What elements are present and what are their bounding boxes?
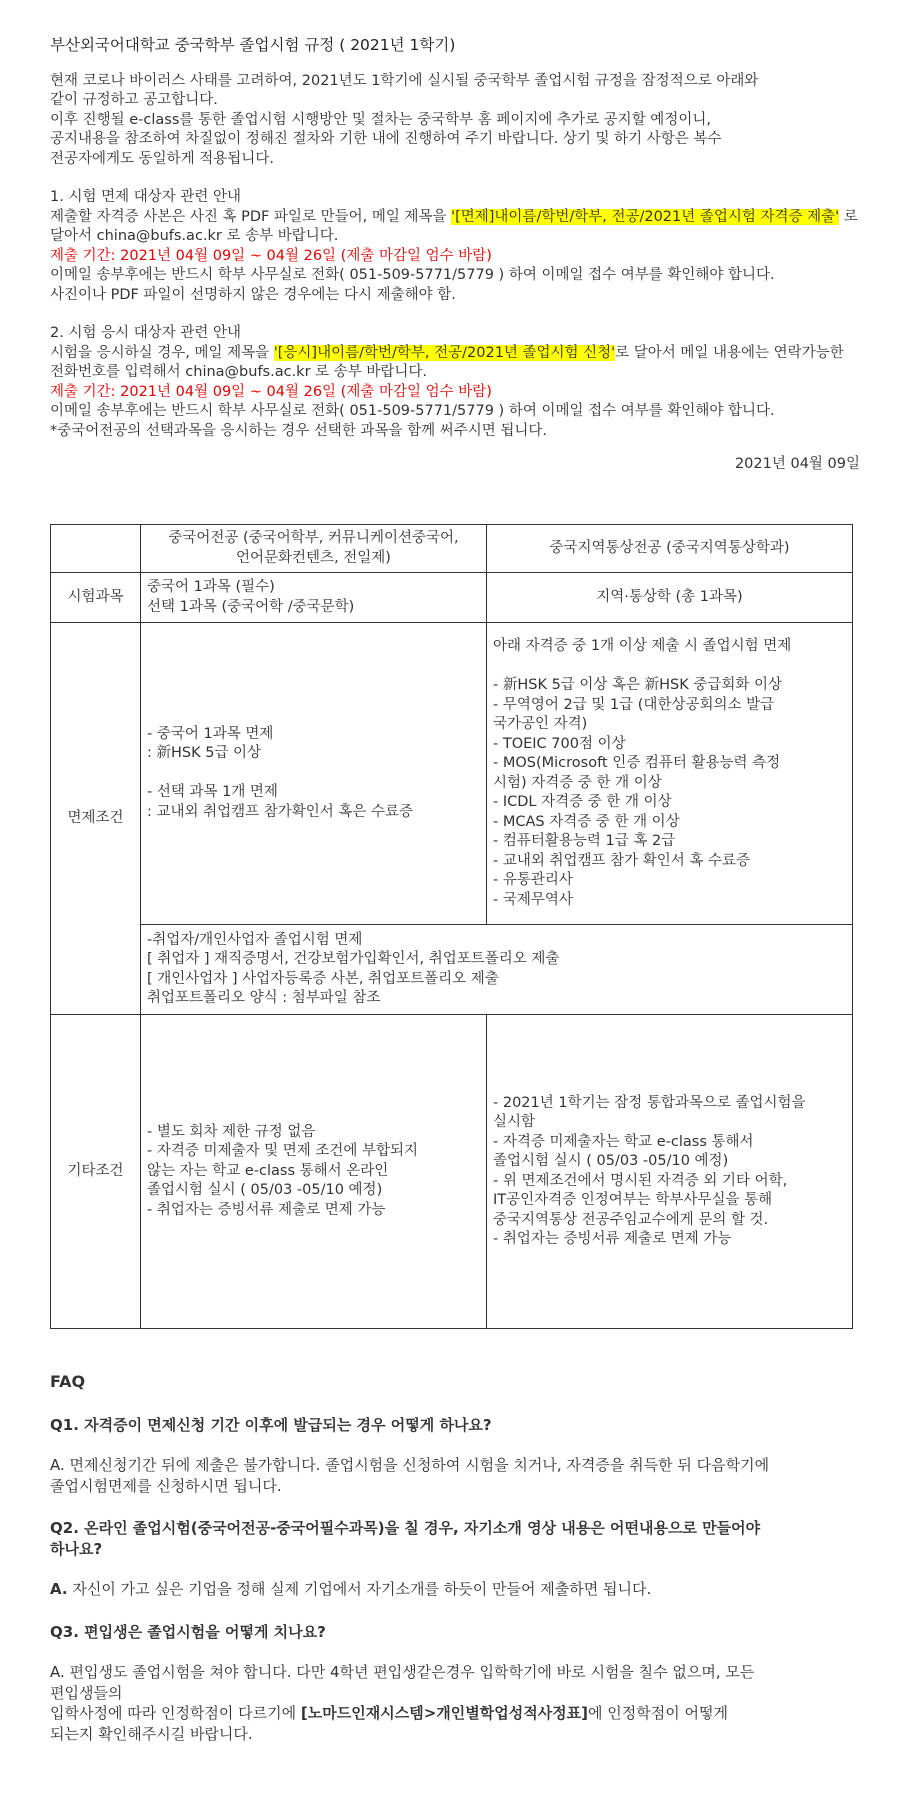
- header-regional-trade-major: 중국지역통상전공 (중국지역통상학과): [487, 525, 853, 573]
- faq-answer-3-part-2: 에 인정학점이 어떻게 되는지 확인해주시길 바랍니다.: [50, 1704, 728, 1743]
- exemption-employed-common: -취업자/개인사업자 졸업시험 면제 [ 취업자 ] 재직증명서, 건강보험가입확인서, 취업포트폴리오 제출 [ 개인사업자 ] 사업자등록증 사본, 취업포트폴리오 제출 취업포트폴리오 양식 : 첨부파일 참조: [141, 925, 853, 1015]
- faq-answer-2-prefix: A.: [50, 1580, 68, 1598]
- section1-note-1: 이메일 송부후에는 반드시 학부 사무실로 전화( 051-509-5771/5779 ) 하여 이메일 접수 여부를 확인해야 합니다.: [50, 267, 775, 283]
- section2-heading: 2. 시험 응시 대상자 관련 안내: [50, 325, 241, 341]
- section1-instruction-post: 로 달아서 china@bufs.ac.kr 로 송부 바랍니다.: [50, 208, 858, 244]
- exam-rules-table: [50, 524, 853, 1329]
- row-label-exemption: 면제조건: [51, 623, 141, 1015]
- exam-subjects-regional: 지역·통상학 (총 1과목): [487, 573, 853, 623]
- section1-subject-highlight: '[면제]내이름/학번/학부, 전공/2021년 졸업시험 자격증 제출': [451, 208, 840, 225]
- intro-paragraph-2: 이후 진행될 e-class를 통한 졸업시험 시행방안 및 절차는 중국학부 홈 페이지에 추가로 공지할 예정이니, 공지내용을 참조하여 차질없이 정해진 절차와 기한 내에 진행하여 주기 바랍니다. 상기 및 하기 사항은 복수 전공자에게도 동일하게 적용됩니다.: [50, 111, 722, 167]
- exemption-chinese: - 중국어 1과목 면제 : 新HSK 5급 이상 - 선택 과목 1개 면제 : 교내외 취업캠프 참가확인서 혹은 수료증: [141, 623, 487, 925]
- other-conditions-regional: - 2021년 1학기는 잠정 통합과목으로 졸업시험을 실시함 - 자격증 미제출자는 학교 e-class 통해서 졸업시험 실시 ( 05/03 -05/10 예정) - 위 면제조건에서 명시된 자격증 외 기타 어학, IT공인자격증 인정여부는 학부사무실을 통해 중국지역통상 전공주임교수에게 문의 할 것. - 취업자는 증빙서류 제출로 면제 가능: [487, 1015, 853, 1329]
- notice-section: [50, 36, 860, 475]
- section2-note-2: *중국어전공의 선택과목을 응시하는 경우 선택한 과목을 함께 써주시면 됩니다.: [50, 422, 547, 439]
- section1-deadline: 제출 기간: 2021년 04월 09일 ~ 04월 26일 (제출 마감일 엄수 바람): [50, 247, 492, 264]
- faq-answer-3: [50, 1662, 860, 1744]
- faq-answer-2: [50, 1579, 860, 1600]
- section2-instruction-post: 로 달아서 메일 내용에는 연락가능한 전화번호를 입력해서 china@bufs.ac.kr 로 송부 바랍니다.: [50, 344, 844, 380]
- section1-heading: 1. 시험 면제 대상자 관련 안내: [50, 189, 241, 205]
- faq-question-1: Q1. 자격증이 면제신청 기간 이후에 발급되는 경우 어떻게 하나요?: [50, 1415, 492, 1434]
- faq-question-3: Q3. 편입생은 졸업시험을 어떻게 치나요?: [50, 1622, 326, 1641]
- faq-answer-1: A. 면제신청기간 뒤에 제출은 불가합니다. 졸업시험을 신청하여 시험을 치거나, 자격증을 취득한 뒤 다음학기에 졸업시험면제를 신청하시면 됩니다.: [50, 1456, 770, 1495]
- faq-title: FAQ: [50, 1372, 86, 1391]
- intro-paragraph-1: 현재 코로나 바이러스 사태를 고려하여, 2021년도 1학기에 실시될 중국학부 졸업시험 규정을 잠정적으로 아래와 같이 규정하고 공고합니다.: [50, 72, 759, 108]
- table-row-exemption-common: [51, 925, 853, 1015]
- row-label-exam-subjects: 시험과목: [51, 573, 141, 623]
- section1-instruction: [50, 208, 860, 247]
- section1-instruction-pre: 제출할 자격증 사본은 사진 혹 PDF 파일로 만들어, 메일 제목을: [50, 208, 452, 225]
- section2-instruction-pre: 시험을 응시하실 경우, 메일 제목을: [50, 344, 274, 361]
- exemption-regional: 아래 자격증 중 1개 이상 제출 시 졸업시험 면제 - 新HSK 5급 이상 혹은 新HSK 중급회화 이상 - 무역영어 2급 및 1급 (대한상공회의소 발급 국가공인 자격) - TOEIC 700점 이상 - MOS(Microsoft 인증 컴퓨터 활용능력 측정 시험) 자격증 중 한 개 이상 - ICDL 자격증 중 한 개 이상 - MCAS 자격증 중 한 개 이상 - 컴퓨터활용능력 1급 혹 2급 - 교내외 취업캠프 참가 확인서 혹 수료증 - 유통관리사 - 국제무역사: [487, 623, 853, 925]
- section1-note-2: 사진이나 PDF 파일이 선명하지 않은 경우에는 다시 제출해야 함.: [50, 286, 456, 303]
- table-row-exemption: [51, 623, 853, 925]
- section2-subject-highlight: '[응시]내이름/학번/학부, 전공/2021년 졸업시험 신청': [273, 344, 616, 361]
- section2-note-1: 이메일 송부후에는 반드시 학부 사무실로 전화( 051-509-5771/5779 ) 하여 이메일 접수 여부를 확인해야 합니다.: [50, 403, 775, 419]
- section2-deadline: 제출 기간: 2021년 04월 09일 ~ 04월 26일 (제출 마감일 엄수 바람): [50, 383, 492, 400]
- header-chinese-major: 중국어전공 (중국어학부, 커뮤니케이션중국어, 언어문화컨텐츠, 전일제): [141, 525, 487, 573]
- other-conditions-chinese: - 별도 회차 제한 규정 없음 - 자격증 미제출자 및 면제 조건에 부합되지 않는 자는 학교 e-class 통해서 온라인 졸업시험 실시 ( 05/03 -05/10 예정) - 취업자는 증빙서류 제출로 면제 가능: [141, 1015, 487, 1329]
- faq-answer-3-part-1: A. 편입생도 졸업시험을 쳐야 합니다. 다만 4학년 편입생같은경우 입학학기에 바로 시험을 칠수 없으며, 모든 편입생들의 입학사정에 따라 인정학점이 다르기에: [50, 1663, 755, 1722]
- section2-instruction: [50, 344, 860, 383]
- table-header-row: [51, 525, 853, 573]
- table-row-other-conditions: [51, 1015, 853, 1329]
- page-title: 부산외국어대학교 중국학부 졸업시험 규정 ( 2021년 1학기): [50, 36, 456, 54]
- exam-subjects-chinese: 중국어 1과목 (필수) 선택 1과목 (중국어학 /중국문학): [141, 573, 487, 623]
- faq-answer-2-text: 자신이 가고 싶은 기업을 정해 실제 기업에서 자기소개를 하듯이 만들어 제출하면 됩니다.: [67, 1580, 652, 1598]
- row-label-other-conditions: 기타조건: [51, 1015, 141, 1329]
- notice-date: 2021년 04월 09일: [734, 456, 860, 472]
- faq-section: [50, 1372, 860, 1766]
- header-empty-cell: [51, 525, 141, 573]
- faq-answer-3-system-path: [노마드인재시스템>개인별학업성적사정표]: [300, 1704, 589, 1722]
- table-row-exam-subjects: [51, 573, 853, 623]
- faq-question-2: Q2. 온라인 졸업시험(중국어전공-중국어필수과목)을 칠 경우, 자기소개 영상 내용은 어떤내용으로 만들어야 하나요?: [50, 1519, 761, 1558]
